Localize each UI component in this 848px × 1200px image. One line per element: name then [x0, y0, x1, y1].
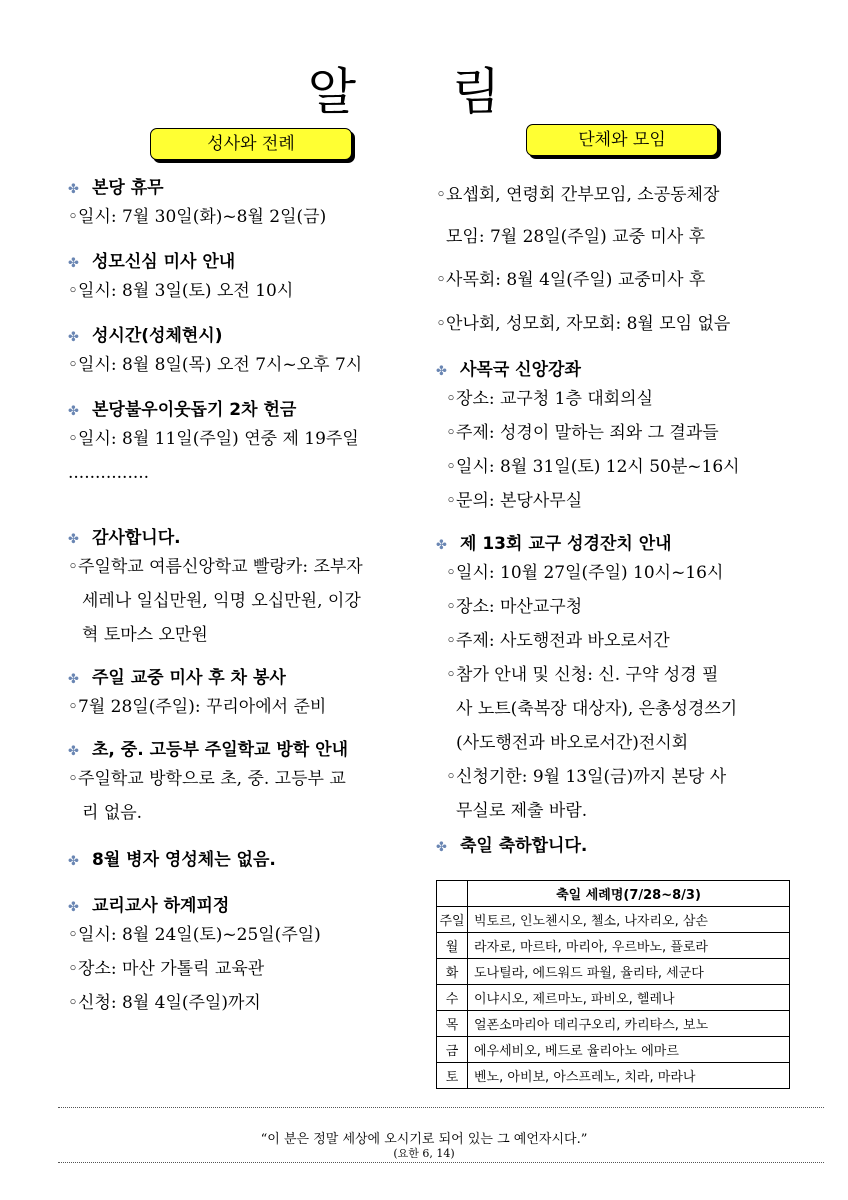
notice-line: ◦문의: 본당사무실	[446, 491, 583, 511]
saint-names-cell: 라자로, 마르타, 마리아, 우르바노, 플로라	[468, 933, 790, 959]
table-corner-cell	[437, 881, 468, 907]
footer-divider-top	[58, 1107, 824, 1108]
footer-divider-bottom	[58, 1162, 824, 1163]
notice-line: ◦주일학교 여름신앙학교 빨랑카: 조부자	[68, 557, 363, 577]
table-row	[437, 933, 790, 959]
notice-heading: ✤ 주일 교중 미사 후 차 봉사	[68, 666, 423, 690]
meeting-line: ◦요셉회, 연령회 간부모임, 소공동체장	[436, 185, 720, 205]
flower-bullet-icon: ✤	[68, 744, 79, 759]
weekday-cell: 금	[437, 1037, 468, 1063]
notice-line: 무실로 제출 바람.	[456, 801, 588, 821]
notice-line: ◦일시: 10월 27일(주일) 10시~16시	[446, 563, 724, 583]
table-row	[437, 1063, 790, 1089]
saint-names-cell: 벤노, 아비보, 아스프레노, 치라, 마라나	[468, 1063, 790, 1089]
saint-names-cell: 에우세비오, 베드로 율리아노 에마르	[468, 1037, 790, 1063]
notice-heading: ✤ 축일 축하합니다.	[436, 834, 796, 858]
notice-line: ◦일시: 8월 3일(토) 오전 10시	[68, 281, 294, 301]
notice-line: 혁 토마스 오만원	[82, 625, 208, 645]
bible-quote: “이 분은 정말 세상에 오시기로 되어 있는 그 예언자시다.”	[260, 1132, 588, 1147]
flower-bullet-icon: ✤	[436, 364, 447, 379]
flower-bullet-icon: ✤	[68, 404, 79, 419]
table-row	[437, 907, 790, 933]
notice-line: ◦장소: 마산교구청	[446, 597, 583, 617]
feast-day-table	[436, 880, 790, 1089]
flower-bullet-icon: ✤	[436, 538, 447, 553]
flower-bullet-icon: ✤	[68, 532, 79, 547]
notice-heading: ✤ 초, 중. 고등부 주일학교 방학 안내	[68, 738, 423, 762]
saint-names-cell: 빅토르, 인노첸시오, 첼소, 나자리오, 삼손	[468, 907, 790, 933]
meeting-line: ◦안나회, 성모회, 자모회: 8월 모임 없음	[436, 314, 731, 334]
saint-names-cell: 도나틸라, 에드워드 파월, 율리타, 세군다	[468, 959, 790, 985]
meeting-line: ◦사목회: 8월 4일(주일) 교중미사 후	[436, 270, 706, 290]
notice-heading: ✤ 감사합니다.	[68, 526, 423, 550]
weekday-cell: 토	[437, 1063, 468, 1089]
table-row	[437, 1037, 790, 1063]
flower-bullet-icon: ✤	[68, 672, 79, 687]
table-row	[437, 959, 790, 985]
notice-line: ◦일시: 8월 31일(토) 12시 50분~16시	[446, 457, 740, 477]
flower-bullet-icon: ✤	[68, 330, 79, 345]
notice-line: ◦일시: 8월 11일(주일) 연중 제 19주일	[68, 429, 359, 449]
notice-heading: ✤ 사목국 신앙강좌	[436, 358, 796, 382]
notice-line: ◦신청기한: 9월 13일(금)까지 본당 사	[446, 767, 727, 787]
right-column	[436, 174, 796, 858]
table-header: 축일 세례명(7/28~8/3)	[468, 881, 790, 907]
notice-heading: ✤ 본당불우이웃돕기 2차 헌금	[68, 398, 423, 422]
weekday-cell: 주일	[437, 907, 468, 933]
flower-bullet-icon: ✤	[436, 840, 447, 855]
notice-heading: ✤ 성시간(성체현시)	[68, 324, 423, 348]
notice-line: ◦일시: 8월 8일(목) 오전 7시~오후 7시	[68, 355, 363, 375]
page-title: 알 림	[307, 63, 541, 121]
saint-names-cell: 이냐시오, 제르마노, 파비오, 헬레나	[468, 985, 790, 1011]
section-label-groups: 단체와 모임	[526, 124, 718, 156]
weekday-cell: 월	[437, 933, 468, 959]
weekday-cell: 수	[437, 985, 468, 1011]
notice-line: ◦장소: 교구청 1층 대회의실	[446, 389, 654, 409]
weekday-cell: 목	[437, 1011, 468, 1037]
saint-names-cell: 얼폰소마리아 데리구오리, 카리타스, 보노	[468, 1011, 790, 1037]
section-label-sacraments: 성사와 전례	[150, 128, 352, 160]
notice-line: ◦주제: 사도행전과 바오로서간	[446, 631, 670, 651]
flower-bullet-icon: ✤	[68, 256, 79, 271]
flower-bullet-icon: ✤	[68, 182, 79, 197]
meeting-line: 모임: 7월 28일(주일) 교중 미사 후	[446, 227, 706, 247]
notice-heading: ✤ 본당 휴무	[68, 176, 423, 200]
notice-line: ◦일시: 7월 30일(화)~8월 2일(금)	[68, 207, 327, 227]
notice-line: ◦신청: 8월 4일(주일)까지	[68, 993, 261, 1013]
notice-heading: ✤ 성모신심 미사 안내	[68, 250, 423, 274]
left-column	[68, 170, 423, 1020]
bible-reference: (요한 6, 14)	[393, 1147, 455, 1160]
table-row	[437, 985, 790, 1011]
notice-heading: ✤ 8월 병자 영성체는 없음.	[68, 848, 423, 872]
flower-bullet-icon: ✤	[68, 900, 79, 915]
notice-line: ◦주일학교 방학으로 초, 중. 고등부 교	[68, 769, 346, 789]
table-row	[437, 1011, 790, 1037]
notice-line: (사도행전과 바오로서간)전시회	[456, 733, 689, 753]
notice-heading: ✤ 교리교사 하계피정	[68, 894, 423, 918]
notice-line: ...............	[68, 463, 150, 483]
notice-line: ◦장소: 마산 가톨릭 교육관	[68, 959, 265, 979]
notice-line: ◦주제: 성경이 말하는 죄와 그 결과들	[446, 423, 719, 443]
notice-line: 사 노트(축복장 대상자), 은총성경쓰기	[456, 699, 738, 719]
table-header-row	[437, 881, 790, 907]
weekday-cell: 화	[437, 959, 468, 985]
notice-line: ◦7월 28일(주일): 꾸리아에서 준비	[68, 697, 327, 717]
notice-line: ◦참가 안내 및 신청: 신. 구약 성경 필	[446, 665, 719, 685]
notice-heading: ✤ 제 13회 교구 성경잔치 안내	[436, 532, 796, 556]
notice-line: 리 없음.	[82, 803, 143, 823]
notice-line: 세레나 일십만원, 익명 오십만원, 이강	[82, 591, 361, 611]
notice-line: ◦일시: 8월 24일(토)~25일(주일)	[68, 925, 321, 945]
flower-bullet-icon: ✤	[68, 854, 79, 869]
